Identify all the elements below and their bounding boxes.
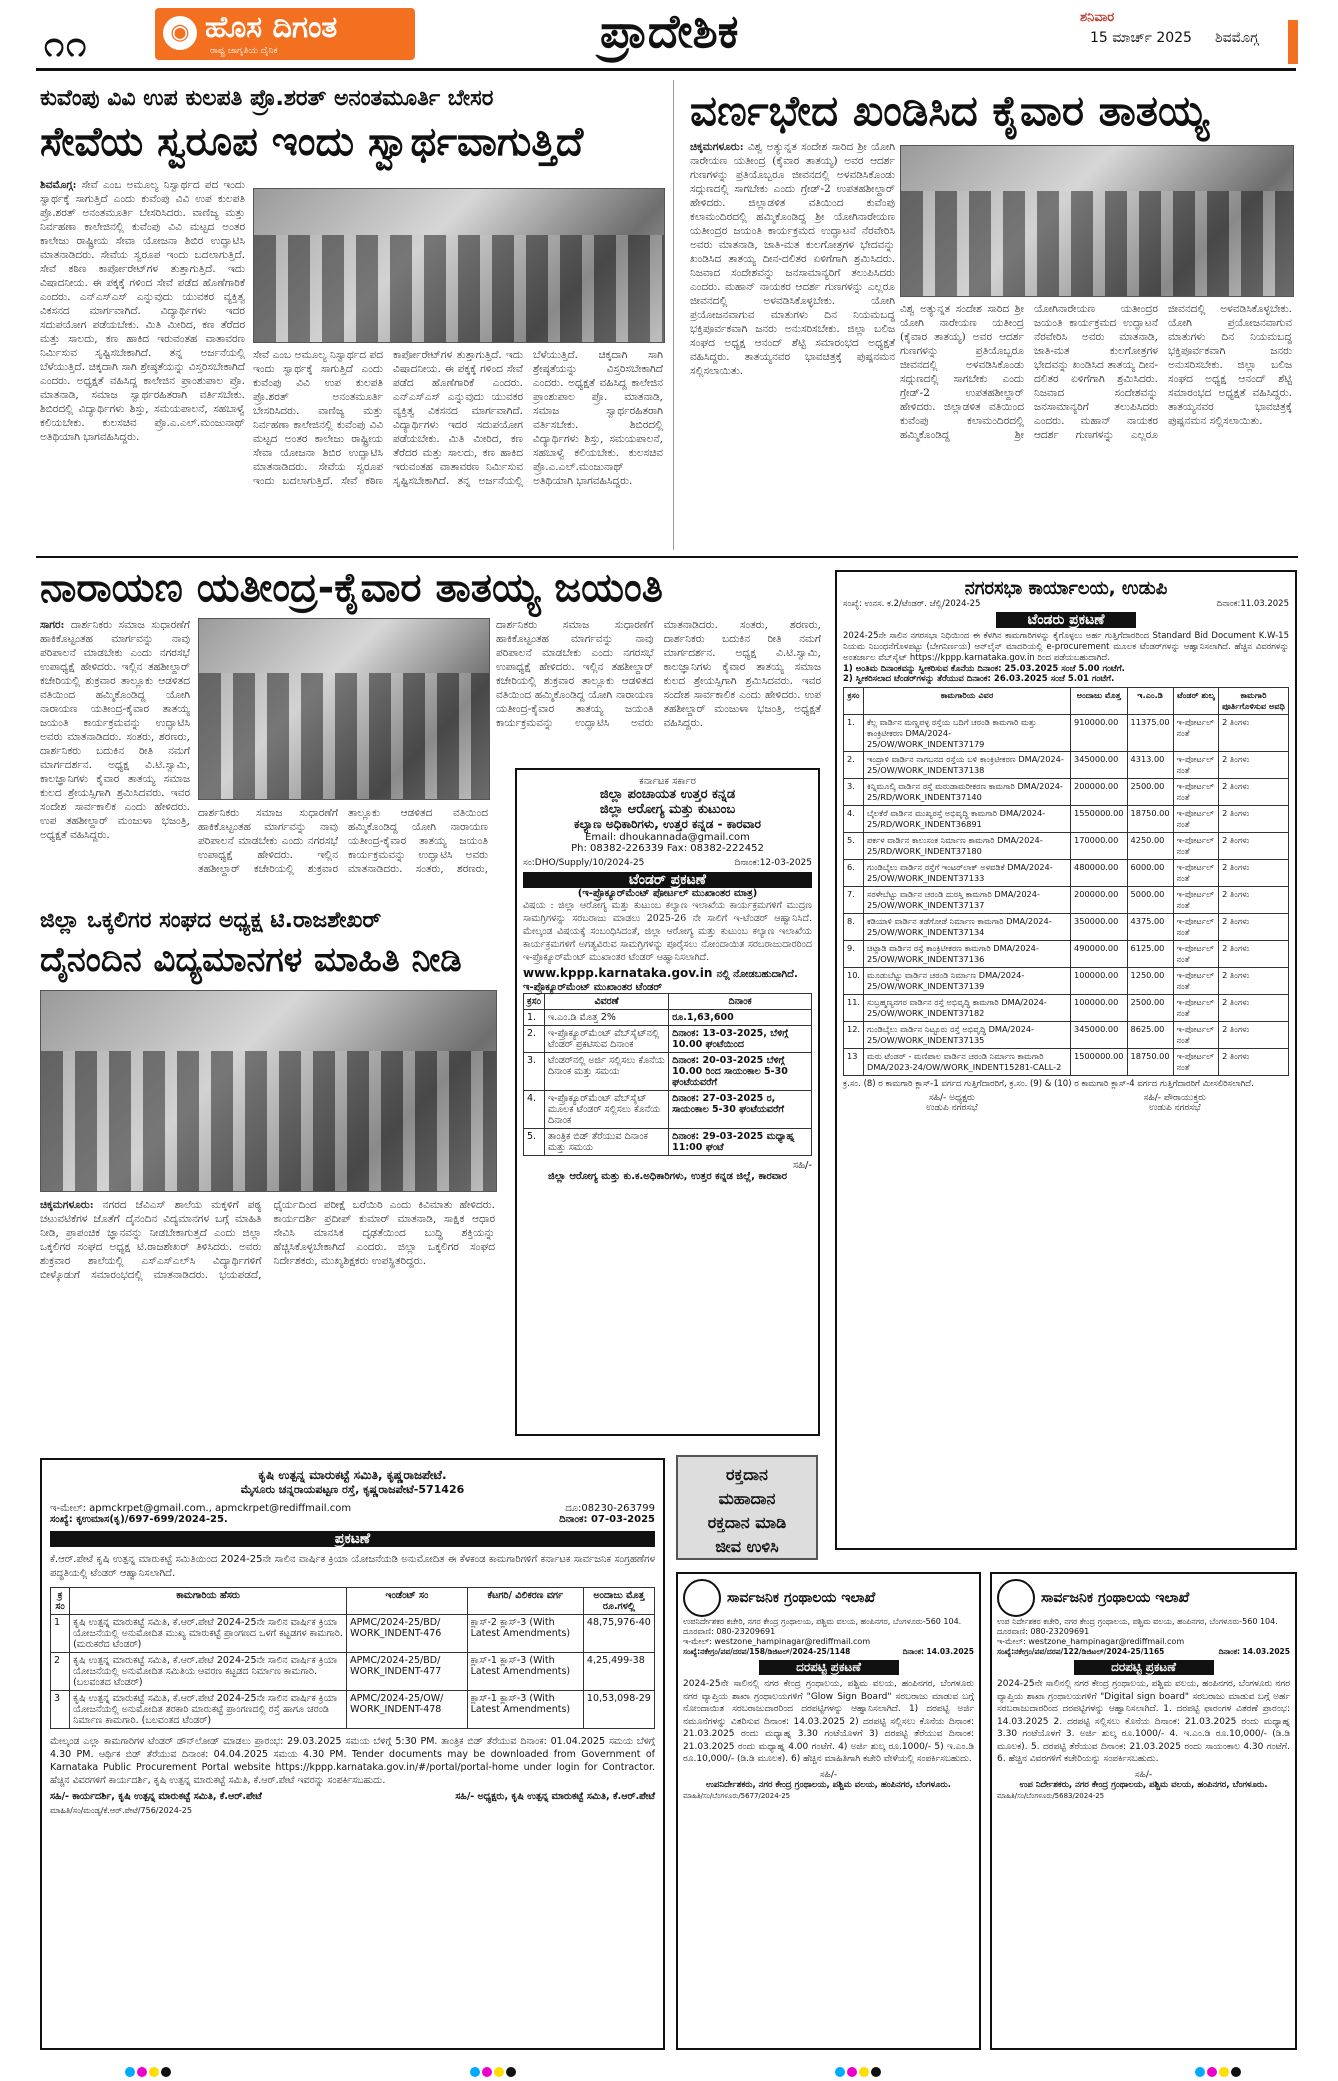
- article2-body-cont: ವಿಶ್ವ ಅತ್ಯುನ್ನತ ಸಂದೇಶ ಸಾರಿದ ಶ್ರೀ ಯೋಗಿ ನಾರೇಯಣ ಯತೀಂದ್ರ (ಕೈವಾರ ತಾತಯ್ಯ) ಅವರ ಆದರ್ಶ ಗುಣಗಳನ್ನು ಪ್ರತಿಯೊಬ್ಬರೂ ಜೀವನದಲ್ಲಿ ಅಳವಡಿಸಿಕೊಂಡು ಸದ್ಗುಣದಲ್ಲಿ ಸಾಗಬೇಕು ಎಂದು ಗ್ರೇಡ್-2 ಉಪತಹಶೀಲ್ದಾರ್ ಹೇಳಿದರು. ಜಿಲ್ಲಾಡಳಿತ ವತಿಯಿಂದ ಕುವೆಂಪು ಕಲಾಮಂದಿರದಲ್ಲಿ ಹಮ್ಮಿಕೊಂಡಿದ್ದ ಶ್ರೀ ಯೋಗಿನಾರೇಯಣ ಯತೀಂದ್ರರ ಜಯಂತಿ ಕಾರ್ಯಕ್ರಮದ ಉದ್ಘಾಟನೆ ನೆರವೇರಿಸಿ ಅವರು ಮಾತನಾಡಿ, ಜಾತಿ-ಮತ ಕುಲಗೋತ್ರಗಳ ಭೇದವನ್ನು ಖಂಡಿಸಿದ ತಾತಯ್ಯ ದೀನ-ದಲಿತರ ಏಳಿಗೆಗಾಗಿ ಶ್ರಮಿಸಿದರು. ನಿಜವಾದ ಸಂದೇಶವನ್ನು ಜನಸಾಮಾನ್ಯರಿಗೆ ತಲುಪಿಸಿದರು ಎಂದರು. ಮಹಾನ್ ನಾಯಕರ ಆದರ್ಶ ಗುಣಗಳನ್ನು ಎಲ್ಲರೂ ಜೀವನದಲ್ಲಿ ಅಳವಡಿಸಿಕೊಳ್ಳಬೇಕು. ಯೋಗಿ ಪ್ರಯೋಜನವಾಗುವ ಮಾತುಗಳು ದಿನ ನಿಯಮಬದ್ಧ ಭಕ್ತಿಪೂರ್ವಕವಾಗಿ ಜನರು ಅನುಸರಿಸಬೇಕು. ಜಿಲ್ಲಾ ಬಲಿಜ ಸಂಘದ ಅಧ್ಯಕ್ಷ ಆನಂದ್ ಶೆಟ್ಟಿ ಸಮಾರಂಭದ ಅಧ್ಯಕ್ಷತೆ ವಹಿಸಿದ್ದರು. ತಾತಯ್ಯನವರ ಭಾವಚಿತ್ರಕ್ಕೆ ಪುಷ್ಪನಮನ ಸಲ್ಲಿಸಲಾಯಿತು.: [900, 303, 1292, 441]
- library1-address: ಉಪನಿರ್ದೇಶಕರ ಕಚೇರಿ, ನಗರ ಕೇಂದ್ರ ಗ್ರಂಥಾಲಯ, ಪಶ್ಚಿಮ ವಲಯ, ಹಂಪಿನಗರ, ಬೆಂಗಳೂರು-560 104. ದೂರವಾಣಿ: 080-23209691: [683, 1617, 962, 1636]
- library1-email: ಇ-ಮೇಲ್: westzone_hampinagar@rediffmail.com: [683, 1637, 871, 1646]
- table-cell: 6.: [844, 860, 864, 887]
- table-cell: 5000.00: [1127, 887, 1173, 914]
- udupi-subtitle: ಟೆಂಡರು ಪ್ರಕಟಣೆ: [996, 612, 1136, 628]
- blood-line3: ರಕ್ತದಾನ ಮಾಡಿ: [707, 1513, 787, 1532]
- table-row: [844, 779, 1289, 806]
- apmc-th-amount: ಅಂದಾಜು ಮೊತ್ತ ರೂ.ಗಳಲ್ಲಿ: [583, 1588, 654, 1615]
- article2-text: ವಿಶ್ವ ಅತ್ಯುನ್ನತ ಸಂದೇಶ ಸಾರಿದ ಶ್ರೀ ಯೋಗಿ ನಾರೇಯಣ ಯತೀಂದ್ರ (ಕೈವಾರ ತಾತಯ್ಯ) ಅವರ ಆದರ್ಶ ಗುಣಗಳನ್ನು ಪ್ರತಿಯೊಬ್ಬರೂ ಜೀವನದಲ್ಲಿ ಅಳವಡಿಸಿಕೊಂಡು ಸದ್ಗುಣದಲ್ಲಿ ಸಾಗಬೇಕು ಎಂದು ಗ್ರೇಡ್-2 ಉಪತಹಶೀಲ್ದಾರ್ ಹೇಳಿದರು. ಜಿಲ್ಲಾಡಳಿತ ವತಿಯಿಂದ ಕುವೆಂಪು ಕಲಾಮಂದಿರದಲ್ಲಿ ಹಮ್ಮಿಕೊಂಡಿದ್ದ ಶ್ರೀ ಯೋಗಿನಾರೇಯಣ ಯತೀಂದ್ರರ ಜಯಂತಿ ಕಾರ್ಯಕ್ರಮದ ಉದ್ಘಾಟನೆ ನೆರವೇರಿಸಿ ಅವರು ಮಾತನಾಡಿ, ಜಾತಿ-ಮತ ಕುಲಗೋತ್ರಗಳ ಭೇದವನ್ನು ಖಂಡಿಸಿದ ತಾತಯ್ಯ ದೀನ-ದಲಿತರ ಏಳಿಗೆಗಾಗಿ ಶ್ರಮಿಸಿದರು. ನಿಜವಾದ ಸಂದೇಶವನ್ನು ಜನಸಾಮಾನ್ಯರಿಗೆ ತಲುಪಿಸಿದರು ಎಂದರು. ಮಹಾನ್ ನಾಯಕರ ಆದರ್ಶ ಗುಣಗಳನ್ನು ಎಲ್ಲರೂ ಜೀವನದಲ್ಲಿ ಅಳವಡಿಸಿಕೊಳ್ಳಬೇಕು. ಯೋಗಿ ಪ್ರಯೋಜನವಾಗುವ ಮಾತುಗಳು ದಿನ ನಿಯಮಬದ್ಧ ಭಕ್ತಿಪೂರ್ವಕವಾಗಿ ಜನರು ಅನುಸರಿಸಬೇಕು. ಜಿಲ್ಲಾ ಬಲಿಜ ಸಂಘದ ಅಧ್ಯಕ್ಷ ಆನಂದ್ ಶೆಟ್ಟಿ ಸಮಾರಂಭದ ಅಧ್ಯಕ್ಷತೆ ವಹಿಸಿದ್ದರು. ತಾತಯ್ಯನವರ ಭಾವಚಿತ್ರಕ್ಕೆ ಪುಷ್ಪನಮನ ಸಲ್ಲಿಸಲಾಯಿತು.: [690, 141, 895, 377]
- article1-body-cont: ಸೇವೆ ಎಂಬ ಅಮೂಲ್ಯ ನಿಸ್ವಾರ್ಥದ ಪದ ಇಂದು ಸ್ವಾರ್ಥಕ್ಕೆ ಸಾಗುತ್ತಿದೆ ಎಂದು ಕುವೆಂಪು ವಿವಿ ಉಪ ಕುಲಪತಿ ಪ್ರೊ.ಶರತ್ ಅನಂತಮೂರ್ತಿ ಬೇಸರಿಸಿದರು. ವಾಣಿಜ್ಯ ಮತ್ತು ನಿರ್ವಹಣಾ ಕಾಲೇಜಿನಲ್ಲಿ ಕುವೆಂಪು ವಿವಿ ಮಟ್ಟದ ಅಂತರ ಕಾಲೇಜು ರಾಷ್ಟ್ರೀಯ ಸೇವಾ ಯೋಜನಾ ಶಿಬಿರ ಉದ್ಘಾಟಿಸಿ ಮಾತನಾಡಿದರು. ಸೇವೆಯ ಸ್ವರೂಪ ಇಂದು ಬದಲಾಗುತ್ತಿದೆ. ಸೇವೆ ಕಠಿಣ ಕಾರ್ಪೋರೇಟ್‌ಗಳ ತುತ್ತಾಗುತ್ತಿದೆ. ಇದು ವಿಷಾದನೀಯ. ಈ ಪಕ್ಕಕ್ಕೆ ಗಳಿಂದ ಸೇವೆ ಪಡೆದ ಹೊಣೆಗಾರಿಕೆ ಎಂದರು. ಎನ್‌ಎಸ್‌ಎಸ್ ಎನ್ನುವುದು ಯುವಕರ ವ್ಯಕ್ತಿತ್ವ ವಿಕಸನದ ಮಾರ್ಗವಾಗಿದೆ. ವಿದ್ಯಾರ್ಥಿಗಳು ಇದರ ಸದುಪಯೋಗ ಪಡೆಯಬೇಕು. ಮಿತಿ ಮೀರಿದ, ಕಣ ತೆರೆದರ ಮತ್ತು ಸಾಲದು, ಕಣ ಹಾಕಿದ ಇರುವಂತಹ ವಾತಾವರಣ ನಿರ್ಮಿಸುವ ಸೃಷ್ಟಿಸಬೇಕಾಗಿದೆ. ತನ್ನ ಅರ್ಜನೆಯಲ್ಲಿ ಬೆಳೆಯುತ್ತಿದೆ. ಚಿಕ್ಕದಾಗಿ ಸಾಗಿ ಶ್ರೇಷ್ಠತೆಯನ್ನು ವಿಸ್ತರಿಸಬೇಕಾಗಿದೆ ಎಂದರು. ಅಧ್ಯಕ್ಷತೆ ವಹಿಸಿದ್ದ ಕಾಲೇಜಿನ ಪ್ರಾಂಶುಪಾಲ ಪ್ರೊ. ಮಾತನಾಡಿ, ಸಮಾಜ ಸ್ವಾರ್ಥರಹಿತರಾಗಿ ವರ್ತಿಸಬೇಕು. ಶಿಬಿರದಲ್ಲಿ ವಿದ್ಯಾರ್ಥಿಗಳು ಶಿಸ್ತು, ಸಮಯಪಾಲನೆ, ಸಹಬಾಳ್ವೆ ಕಲಿಯಬೇಕು. ಕುಲಸಚಿವ ಪ್ರೊ.ಎ.ಎಲ್.ಮಂಜುನಾಥ್ ಅತಿಥಿಯಾಗಿ ಭಾಗವಹಿಸಿದ್ದರು.: [253, 349, 663, 487]
- edition-stripe: [1288, 20, 1298, 64]
- cell: 5.: [524, 1129, 545, 1156]
- apmc-date: ದಿನಾಂಕ: 07-03-2025: [559, 1514, 655, 1525]
- table-cell: 2 ತಿಂಗಳು: [1219, 752, 1289, 779]
- table-cell: 200000.00: [1071, 887, 1128, 914]
- table-cell: 2 ತಿಂಗಳು: [1219, 860, 1289, 887]
- udupi-th-period: ಕಾಮಗಾರಿ ಪೂರ್ತಿಗೊಳಿಸುವ ಅವಧಿ: [1219, 688, 1289, 715]
- article4-kicker: ಜಿಲ್ಲಾ ಒಕ್ಕಲಿಗರ ಸಂಘದ ಅಧ್ಯಕ್ಷ ಟಿ.ರಾಜಶೇಖರ್: [40, 908, 382, 933]
- table-cell: 2 ತಿಂಗಳು: [1219, 715, 1289, 752]
- health-dept1: ಜಿಲ್ಲಾ ಪಂಚಾಯತ ಉತ್ತರ ಕನ್ನಡ: [599, 787, 736, 802]
- udupi-sign-left-sd: ಸಹಿ/- ಅಧ್ಯಕ್ಷರು: [929, 1093, 975, 1103]
- table-cell: ಇ-ಪೋರ್ಟಲ್ ನಂತೆ: [1173, 1022, 1218, 1049]
- udupi-title: ನಗರಸಭಾ ಕಾರ್ಯಾಲಯ, ಉಡುಪಿ: [964, 578, 1168, 599]
- library1-sign: ಉಪನಿರ್ದೇಶಕರು, ನಗರ ಕೇಂದ್ರ ಗ್ರಂಥಾಲಯ, ಪಶ್ಚಿಮ ವಲಯ, ಹಂಪಿನಗರ, ಬೆಂಗಳೂರು.: [706, 1779, 951, 1790]
- edition-city: ಶಿವಮೊಗ್ಗ: [1215, 30, 1259, 46]
- apmc-th-class: ಕೆಟಗರಿ/ ವಿಲಿಕರಣ ವರ್ಗ: [467, 1588, 583, 1615]
- library1-date: ದಿನಾಂಕ: 14.03.2025: [902, 1647, 974, 1656]
- library2-address: ಉಪ ನಿರ್ದೇಶಕರ ಕಚೇರಿ, ನಗರ ಕೇಂದ್ರ ಗ್ರಂಥಾಲಯ, ಪಶ್ಚಿಮ ವಲಯ, ಹಂಪಿನಗರ, ಬೆಂಗಳೂರು-560 104. ದೂರವಾಣಿ: 080-23209691: [997, 1617, 1278, 1636]
- library2-subtitle: ದರಪಟ್ಟಿ ಪ್ರಕಟಣೆ: [1074, 1660, 1214, 1675]
- apmc-sign-right: ಸಹಿ/- ಅಧ್ಯಕ್ಷರು, ಕೃಷಿ ಉತ್ಪನ್ನ ಮಾರುಕಟ್ಟೆ ಸಮಿತಿ, ಕೆ.ಆರ್.ಪೇಟೆ: [455, 1791, 655, 1802]
- table-cell: ಪರ್ಕಳ ವಾರ್ಡಿನ ಕಾಲುಸಂಕ ನಿರ್ಮಾಣ ಕಾಮಗಾರಿ DMA/2024-25/RD/WORK_INDENT37180: [864, 833, 1071, 860]
- article3-dateline: ಸಾಗರ:: [40, 619, 65, 631]
- table-cell: ಇ-ಪೋರ್ಟಲ್ ನಂತೆ: [1173, 941, 1218, 968]
- health-phone: Ph: 08382-226339 Fax: 08382-222452: [571, 843, 764, 854]
- udupi-sign-right: ಉಡುಪಿ ನಗರಸಭೆ: [1149, 1103, 1201, 1113]
- apmc-tender-box: [40, 1458, 665, 2050]
- article1-headline: ಸೇವೆಯ ಸ್ವರೂಪ ಇಂದು ಸ್ವಾರ್ಥವಾಗುತ್ತಿದೆ: [40, 119, 584, 165]
- udupi-intro: 2024-25ನೇ ಸಾಲಿನ ನಗರಸಭಾ ನಿಧಿಯಿಂದ ಈ ಕೆಳಗಿನ ಕಾಮಗಾರಿಗಳನ್ನು ಕೈಗೊಳ್ಳಲು ಅರ್ಹ ಗುತ್ತಿಗೆದಾರರಿಂದ Standard Bid Document K.W-15 ನಿಯಮ ನಿಬಂಧನೆಗೊಳಪಟ್ಟು (ಬೇಗನಿರ್ಣಯ) ಆನ್‌ಲೈನ್ ಮಾದರಿಯಲ್ಲಿ e-procurement ಮೂಲಕ ಟೆಂಡರ್‌ಗಳನ್ನು ಆಹ್ವಾನಿಸಲಾಗಿದೆ. ಹೆಚ್ಚಿನ ವಿವರಗಳನ್ನು ಅಂತರ್ಜಾಲ ವೆಬ್‌ಸೈಟ್ https://kppp.karnataka.gov.in ರಿಂದ ಪಡೆಯಬಹುದಾಗಿದೆ.: [843, 631, 1289, 663]
- table-row: [844, 968, 1289, 995]
- health-mode: ಇ-ಪ್ರೊಕ್ಯೂರ್‌ಮೆಂಟ್ ಮುಖಾಂತರ ಟೆಂಡರ್: [523, 982, 662, 993]
- health-date: ದಿನಾಂಕ:12-03-2025: [734, 858, 812, 868]
- health-title: ಟೆಂಡರ್ ಪ್ರಕಟಣೆ: [523, 872, 812, 888]
- udupi-footer: ಕ್ರ.ಸಂ. (8) ರ ಕಾಮಗಾರಿ ಕ್ಲಾಸ್-1 ವರ್ಗದ ಗುತ್ತಿಗೆದಾರರಿಗೆ, ಕ್ರ.ಸಂ. (9) & (10) ರ ಕಾಮಗಾರಿ ಕ್ಲಾಸ್-4 ವರ್ಗದ ಗುತ್ತಿಗೆದಾರರಿಗೆ ಮೀಸಲಿರಿಸಲಾಗಿದೆ.: [843, 1079, 1254, 1089]
- column-divider: [673, 80, 674, 550]
- issue-date: 15 ಮಾರ್ಚ್ 2025: [1090, 30, 1192, 46]
- health-subtitle: (ಇ-ಪ್ರೊಕ್ಯೂರ್‌ಮೆಂಟ್ ಪೋರ್ಟಲ್ ಮುಖಾಂತರ ಮಾತ್ರ): [577, 888, 758, 899]
- article3-text: ದಾರ್ಶನಿಕರು ಸಮಾಜ ಸುಧಾರಣೆಗೆ ಹಾಕಿಕೊಟ್ಟಂತಹ ಮಾರ್ಗವನ್ನು ನಾವು ಪರಿಪಾಲನೆ ಮಾಡಬೇಕು ಎಂದು ನಗರಸಭೆ ಉಪಾಧ್ಯಕ್ಷೆ ಹೇಳಿದರು. ಇಲ್ಲಿನ ತಹಶೀಲ್ದಾರ್ ಕಚೇರಿಯಲ್ಲಿ ಶುಕ್ರವಾರ ತಾಲ್ಲೂಕು ಆಡಳಿತದ ವತಿಯಿಂದ ಹಮ್ಮಿಕೊಂಡಿದ್ದ ಯೋಗಿ ನಾರಾಯಣ ಯತೀಂದ್ರ-ಕೈವಾರ ತಾತಯ್ಯ ಜಯಂತಿ ಕಾರ್ಯಕ್ರಮವನ್ನು ಉದ್ಘಾಟಿಸಿ ಅವರು ಮಾತನಾಡಿದರು. ಸಂತರು, ಶರಣರು, ದಾರ್ಶನಿಕರು ಬದುಕಿನ ರೀತಿ ನಮಗೆ ಮಾರ್ಗದರ್ಶನ. ಅಧ್ಯಕ್ಷ ವಿ.ಟಿ.ಸ್ವಾಮಿ, ಕಾಲಜ್ಞಾನಿಗಳು ಕೈವಾರ ತಾತಯ್ಯ ಸಮಾಜ ಕುಲದ ಶ್ರೇಯಸ್ಸಿಗಾಗಿ ಶ್ರಮಿಸಿದವರು. ಇವರ ಸಂದೇಶ ಸಾರ್ವಕಾಲಿಕ ಎಂದು ಹೇಳಿದರು. ಉಪ ತಹಶೀಲ್ದಾರ್ ಮಂಜುಳಾ ಭಜಂತ್ರಿ, ಅಧ್ಯಕ್ಷತೆ ವಹಿಸಿದ್ದರು.: [40, 619, 190, 841]
- article1-text: ಸೇವೆ ಎಂಬ ಅಮೂಲ್ಯ ನಿಸ್ವಾರ್ಥದ ಪದ ಇಂದು ಸ್ವಾರ್ಥಕ್ಕೆ ಸಾಗುತ್ತಿದೆ ಎಂದು ಕುವೆಂಪು ವಿವಿ ಉಪ ಕುಲಪತಿ ಪ್ರೊ.ಶರತ್ ಅನಂತಮೂರ್ತಿ ಬೇಸರಿಸಿದರು. ವಾಣಿಜ್ಯ ಮತ್ತು ನಿರ್ವಹಣಾ ಕಾಲೇಜಿನಲ್ಲಿ ಕುವೆಂಪು ವಿವಿ ಮಟ್ಟದ ಅಂತರ ಕಾಲೇಜು ರಾಷ್ಟ್ರೀಯ ಸೇವಾ ಯೋಜನಾ ಶಿಬಿರ ಉದ್ಘಾಟಿಸಿ ಮಾತನಾಡಿದರು. ಸೇವೆಯ ಸ್ವರೂಪ ಇಂದು ಬದಲಾಗುತ್ತಿದೆ. ಸೇವೆ ಕಠಿಣ ಕಾರ್ಪೋರೇಟ್‌ಗಳ ತುತ್ತಾಗುತ್ತಿದೆ. ಇದು ವಿಷಾದನೀಯ. ಈ ಪಕ್ಕಕ್ಕೆ ಗಳಿಂದ ಸೇವೆ ಪಡೆದ ಹೊಣೆಗಾರಿಕೆ ಎಂದರು. ಎನ್‌ಎಸ್‌ಎಸ್ ಎನ್ನುವುದು ಯುವಕರ ವ್ಯಕ್ತಿತ್ವ ವಿಕಸನದ ಮಾರ್ಗವಾಗಿದೆ. ವಿದ್ಯಾರ್ಥಿಗಳು ಇದರ ಸದುಪಯೋಗ ಪಡೆಯಬೇಕು. ಮಿತಿ ಮೀರಿದ, ಕಣ ತೆರೆದರ ಮತ್ತು ಸಾಲದು, ಕಣ ಹಾಕಿದ ಇರುವಂತಹ ವಾತಾವರಣ ನಿರ್ಮಿಸುವ ಸೃಷ್ಟಿಸಬೇಕಾಗಿದೆ. ತನ್ನ ಅರ್ಜನೆಯಲ್ಲಿ ಬೆಳೆಯುತ್ತಿದೆ. ಚಿಕ್ಕದಾಗಿ ಸಾಗಿ ಶ್ರೇಷ್ಠತೆಯನ್ನು ವಿಸ್ತರಿಸಬೇಕಾಗಿದೆ ಎಂದರು. ಅಧ್ಯಕ್ಷತೆ ವಹಿಸಿದ್ದ ಕಾಲೇಜಿನ ಪ್ರಾಂಶುಪಾಲ ಪ್ರೊ. ಮಾತನಾಡಿ, ಸಮಾಜ ಸ್ವಾರ್ಥರಹಿತರಾಗಿ ವರ್ತಿಸಬೇಕು. ಶಿಬಿರದಲ್ಲಿ ವಿದ್ಯಾರ್ಥಿಗಳು ಶಿಸ್ತು, ಸಮಯಪಾಲನೆ, ಸಹಬಾಳ್ವೆ ಕಲಿಯಬೇಕು. ಕುಲಸಚಿವ ಪ್ರೊ.ಎ.ಎಲ್.ಮಂಜುನಾಥ್ ಅತಿಥಿಯಾಗಿ ಭಾಗವಹಿಸಿದ್ದರು.: [40, 179, 245, 443]
- udupi-date: ದಿನಾಂಕ:11.03.2025: [1216, 599, 1289, 609]
- health-dept2: ಜಿಲ್ಲಾ ಆರೋಗ್ಯ ಮತ್ತು ಕುಟುಂಬ: [599, 802, 736, 817]
- table-cell: ಕ್ಲಾಸ್-1 ಕ್ಲಾಸ್-3 (With Latest Amendments): [467, 1691, 583, 1729]
- article3-body-cont: ದಾರ್ಶನಿಕರು ಸಮಾಜ ಸುಧಾರಣೆಗೆ ಹಾಕಿಕೊಟ್ಟಂತಹ ಮಾರ್ಗವನ್ನು ನಾವು ಪರಿಪಾಲನೆ ಮಾಡಬೇಕು ಎಂದು ನಗರಸಭೆ ಉಪಾಧ್ಯಕ್ಷೆ ಹೇಳಿದರು. ಇಲ್ಲಿನ ತಹಶೀಲ್ದಾರ್ ಕಚೇರಿಯಲ್ಲಿ ಶುಕ್ರವಾರ ತಾಲ್ಲೂಕು ಆಡಳಿತದ ವತಿಯಿಂದ ಹಮ್ಮಿಕೊಂಡಿದ್ದ ಯೋಗಿ ನಾರಾಯಣ ಯತೀಂದ್ರ-ಕೈವಾರ ತಾತಯ್ಯ ಜಯಂತಿ ಕಾರ್ಯಕ್ರಮವನ್ನು ಉದ್ಘಾಟಿಸಿ ಅವರು ಮಾತನಾಡಿದರು. ಸಂತರು, ಶರಣರು,: [198, 807, 488, 875]
- article4-dateline: ಚಿಕ್ಕಮಗಳೂರು:: [40, 1199, 94, 1211]
- table-cell: 2 ತಿಂಗಳು: [1219, 968, 1289, 995]
- registration-marks: [470, 2062, 518, 2072]
- table-row: [844, 715, 1289, 752]
- udupi-th-emd: ಇ.ಎಂ.ಡಿ: [1127, 688, 1173, 715]
- health-body: ವಿಷಯ : ಜಿಲ್ಲಾ ಆರೋಗ್ಯ ಮತ್ತು ಕುಟುಂಬ ಕಲ್ಯಾಣ ಇಲಾಖೆಯ ಕಾರ್ಯಕ್ರಮಗಳಿಗೆ ಮುದ್ರಣ ಸಾಮಗ್ರಿಗಳನ್ನು ಸರಬರಾಜು ಮಾಡಲು 2025-26 ನೇ ಸಾಲಿಗೆ ಇ-ಟೆಂಡರ್ ಆಹ್ವಾನಿಸಿದೆ. ಮೇಲ್ಕಂಡ ವಿಷಯಕ್ಕೆ ಸಂಬಂಧಿಸಿದಂತೆ, ಜಿಲ್ಲಾ ಆರೋಗ್ಯ ಮತ್ತು ಕುಟುಂಬ ಕಲ್ಯಾಣ ಇಲಾಖೆಯ ಕಾರ್ಯಕ್ರಮಗಳಿಗೆ ಅಗತ್ಯವಿರುವ ಸಾಮಗ್ರಿಗಳನ್ನು ಪೂರೈಸಲು ನೋಂದಾಯಿತ ಸರಬರಾಜುದಾರರಿಂದ ಇ-ಪ್ರೊಕ್ಯೂರ್‌ಮೆಂಟ್ ಮುಖಾಂತರ ಟೆಂಡರ್ ಆಹ್ವಾನಿಸಲಾಗಿದೆ.: [523, 900, 812, 963]
- table-cell: 350000.00: [1071, 914, 1128, 941]
- article4-text: ನಗರದ ಜೆವಿಎಸ್ ಶಾಲೆಯ ಮಕ್ಕಳಿಗೆ ಪಠ್ಯ ಚಟುವಟಿಕೆಗಳ ಜೊತೆಗೆ ದೈನಂದಿನ ವಿದ್ಯಮಾನಗಳ ಬಗ್ಗೆ ಮಾಹಿತಿ ನೀಡಿ, ಪ್ರಾಪಂಚಿಕ ಜ್ಞಾನವನ್ನು ನೀಡಬೇಕಾಗುತ್ತದೆ ಎಂದು ಜಿಲ್ಲಾ ಒಕ್ಕಲಿಗರ ಸಂಘದ ಅಧ್ಯಕ್ಷ ಟಿ.ರಾಜಶೇಖರ್ ತಿಳಿಸಿದರು. ಅವರು ಶುಕ್ರವಾರ ಶಾಲೆಯಲ್ಲಿ ಎಸ್‌ಎಸ್‌ಎಲ್‌ಸಿ ವಿದ್ಯಾರ್ಥಿಗಳಿಗೆ ಬೀಳ್ಕೊಡುಗೆ ಸಮಾರಂಭದಲ್ಲಿ ಮಾತನಾಡಿದರು. ಭಯಪಡದೆ, ಧೈರ್ಯದಿಂದ ಪರೀಕ್ಷೆ ಬರೆಯಿರಿ ಎಂದು ಕಿವಿಮಾತು ಹೇಳಿದರು. ಕಾರ್ಯದರ್ಶಿ ಪ್ರದೀಪ್ ಕುಮಾರ್ ಮಾತನಾಡಿ, ಸಾಕ್ಷಿಕ ಆಧಾರ ಸೇವಿಸಿ ಮಾನಸಿಕ ದೃಢತೆಯಿಂದ ಬುದ್ಧಿ ಶಕ್ತಿಯನ್ನು ಹೆಚ್ಚಿಸಿಕೊಳ್ಳಬೇಕಾಗಿದೆ ಎಂದರು. ಜಿಲ್ಲಾ ಒಕ್ಕಲಿಗರ ಸಂಘದ ನಿರ್ದೇಶಕರು, ಮುಖ್ಯಶಿಕ್ಷಕರು ಉಪಸ್ಥಿತರಿದ್ದರು.: [40, 1199, 495, 1281]
- library2-sign: ಉಪ ನಿರ್ದೇಶಕರು, ನಗರ ಕೇಂದ್ರ ಗ್ರಂಥಾಲಯ, ಪಶ್ಚಿಮ ವಲಯ, ಹಂಪಿನಗರ, ಬೆಂಗಳೂರು.: [1019, 1779, 1268, 1790]
- apmc-th-work: ಕಾಮಗಾರಿಯ ಹೆಸರು: [70, 1588, 347, 1615]
- article2-photo: [900, 145, 1294, 297]
- apmc-address: ಮೈಸೂರು ಚನ್ನರಾಯಪಟ್ಟಣ ರಸ್ತೆ, ಕೃಷ್ಣರಾಜಪೇಟೆ-571426: [240, 1483, 465, 1496]
- health-sign: ಜಿಲ್ಲಾ ಆರೋಗ್ಯ ಮತ್ತು ಕು.ಕ.ಅಧಿಕಾರಿಗಳು, ಉತ್ತರ ಕನ್ನಡ ಜಿಲ್ಲೆ, ಕಾರವಾರ: [547, 1171, 788, 1182]
- library1-ref: ಸಂಖ್ಯೆ:ನಕೇಗ್ರಂ/ಪವ/ದರಪ/158/ಡಿಜಿಟಲ್/2024-25/1148: [683, 1647, 851, 1656]
- article1-dateline: ಶಿವಮೊಗ್ಗ:: [40, 179, 77, 191]
- issue-day: ಶನಿವಾರ: [1080, 10, 1115, 25]
- row-divider: [36, 556, 1298, 558]
- table-row: [51, 1615, 655, 1653]
- table-cell: ಮೂಡುಬೆಟ್ಟು ವಾರ್ಡಿನ ಚರಂಡಿ ನಿರ್ಮಾಣ DMA/2024-25/OW/WORK_INDENT37139: [864, 968, 1071, 995]
- article3-body: [40, 618, 190, 888]
- blood-donation-notice: [676, 1455, 818, 1560]
- article4-body: [40, 1198, 495, 1428]
- table-row: [844, 860, 1289, 887]
- table-cell: 48,75,976-40: [583, 1615, 654, 1653]
- newspaper-logo: [155, 8, 415, 60]
- article1-body: [40, 178, 245, 538]
- apmc-table: [50, 1587, 655, 1729]
- table-cell: 18750.00: [1127, 806, 1173, 833]
- health-th-no: ಕ್ರಸಂ: [524, 994, 545, 1010]
- library2-date: ದಿನಾಂಕ: 14.03.2025: [1218, 1647, 1290, 1656]
- table-cell: 2500.00: [1127, 995, 1173, 1022]
- table-cell: 2500.00: [1127, 779, 1173, 806]
- article4-headline: ದೈನಂದಿನ ವಿದ್ಯಮಾನಗಳ ಮಾಹಿತಿ ನೀಡಿ: [40, 940, 462, 980]
- udupi-th-no: ಕ್ರಸಂ: [844, 688, 864, 715]
- apmc-title: ಪ್ರಕಟಣೆ: [50, 1531, 655, 1547]
- table-cell: APMC/2024-25/BD/ WORK_INDENT-476: [347, 1615, 468, 1653]
- table-cell: 10.: [844, 968, 864, 995]
- article3-headline: ನಾರಾಯಣ ಯತೀಂದ್ರ-ಕೈವಾರ ತಾತಯ್ಯ ಜಯಂತಿ: [40, 565, 663, 611]
- cell: 3.: [524, 1053, 545, 1091]
- table-row: [844, 1022, 1289, 1049]
- table-cell: ಕೃಷಿ ಉತ್ಪನ್ನ ಮಾರುಕಟ್ಟೆ ಸಮಿತಿ, ಕೆ.ಆರ್.ಪೇಟೆ 2024-25ನೇ ಸಾಲಿನ ವಾರ್ಷಿಕ ಕ್ರಿಯಾ ಯೋಜನೆಯಲ್ಲಿ ಅನುಮೋದಿತ ಮುಖ್ಯ ಮಾರುಕಟ್ಟೆ ಪ್ರಾಂಗಣದ ಒಳಗೆ ಕಟ್ಟಡಗಳ ಕಾಮಗಾರಿ. (ಮರುಕರೆದ ಟೆಂಡರ್): [70, 1615, 347, 1653]
- table-cell: 11375.00: [1127, 715, 1173, 752]
- table-cell: 2 ತಿಂಗಳು: [1219, 887, 1289, 914]
- apmc-ref: ಸಂಖ್ಯೆ: ಕೃಉಮಾಸ(ಕೃ)/697-699/2024-25.: [50, 1514, 228, 1525]
- udupi-table: [843, 687, 1289, 1076]
- table-row: [524, 1129, 812, 1156]
- table-cell: ಗುಂಡಿಬೈಲು ವಾರ್ಡಿನ ನಿಟ್ಟೂರು ರಸ್ತೆ ಅಭಿವೃದ್ಧಿ DMA/2024-25/OW/WORK_INDENT37135: [864, 1022, 1071, 1049]
- table-cell: 2 ತಿಂಗಳು: [1219, 1049, 1289, 1076]
- library1-box: [676, 1572, 981, 2050]
- table-cell: ಕಿನ್ನಿಮೂಲ್ಕಿ ವಾರ್ಡಿನ ರಸ್ತೆ ಮರುಡಾಮರೀಕರಣ ಕಾಮಗಾರಿ DMA/2024-25/RD/WORK_INDENT37140: [864, 779, 1071, 806]
- cell: ತಾಂತ್ರಿಕ ಬಿಡ್ ತೆರೆಯುವ ದಿನಾಂಕ ಮತ್ತು ಸಮಯ: [544, 1129, 668, 1156]
- table-cell: ಇ-ಪೋರ್ಟಲ್ ನಂತೆ: [1173, 1049, 1218, 1076]
- apmc-intro: ಕೆ.ಆರ್.ಪೇಟೆ ಕೃಷಿ ಉತ್ಪನ್ನ ಮಾರುಕಟ್ಟೆ ಸಮಿತಿಯಿಂದ 2024-25ನೇ ಸಾಲಿನ ವಾರ್ಷಿಕ ಕ್ರಿಯಾ ಯೋಜನೆಯಡಿ ಅನುಮೋದಿತ ಈ ಕೆಳಕಂಡ ಕಾಮಗಾರಿಗಳಿಗೆ ಕರ್ನಾಟಕ ಸಾರ್ವಜನಿಕ ಸಂಗ್ರಹಣೆಗಳ ಪದ್ಧತಿಯಲ್ಲಿ ಟೆಂಡರ್ ಆಹ್ವಾನಿಸಲಾಗಿದೆ.: [50, 1554, 655, 1579]
- table-cell: 2 ತಿಂಗಳು: [1219, 995, 1289, 1022]
- table-cell: ಕೆಲ್ಲ ವಾರ್ಡಿನ ಮಣ್ಣಪಳ್ಳ ರಸ್ತೆಯ ಬದಿಗೆ ಚರಂಡಿ ಕಾಮಗಾರಿ ಮತ್ತು ಕಾಂಕ್ರಿಟೀಕರಣ DMA/2024-25/OW/WORK_INDENT37179: [864, 715, 1071, 752]
- table-row: [524, 1026, 812, 1053]
- article2-headline: ವರ್ಣಭೇದ ಖಂಡಿಸಿದ ಕೈವಾರ ತಾತಯ್ಯ: [690, 86, 1209, 135]
- table-cell: 2 ತಿಂಗಳು: [1219, 1022, 1289, 1049]
- library2-title: ಸಾರ್ವಜನಿಕ ಗ್ರಂಥಾಲಯ ಇಲಾಖೆ: [1041, 1590, 1190, 1606]
- table-cell: 100000.00: [1071, 995, 1128, 1022]
- section-title: ಪ್ರಾದೇಶಿಕ: [600, 4, 739, 58]
- article2-dateline: ಚಿಕ್ಕಮಗಳೂರು:: [690, 141, 744, 153]
- table-cell: 3.: [844, 779, 864, 806]
- table-cell: 2 ತಿಂಗಳು: [1219, 806, 1289, 833]
- cell: ದಿನಾಂಕ: 29-03-2025 ಮಧ್ಯಾಹ್ನ 11:00 ಘಂಟೆ: [669, 1129, 812, 1156]
- logo-name: ಹೊಸ ದಿಗಂತ: [205, 10, 338, 45]
- cell: ಟೆಂಡರ್‌ನಲ್ಲಿ ಅರ್ಜಿ ಸಲ್ಲಿಸಲು ಕೊನೆಯ ದಿನಾಂಕ ಮತ್ತು ಸಮಯ: [544, 1053, 668, 1091]
- udupi-th-work: ಕಾಮಗಾರಿಯ ವಿವರ: [864, 688, 1071, 715]
- table-cell: ಇ-ಪೋರ್ಟಲ್ ನಂತೆ: [1173, 833, 1218, 860]
- apmc-th-no: ಕ್ರ ಸಂ: [51, 1588, 70, 1615]
- library1-sign-sd: ಸಹಿ/-: [819, 1769, 838, 1780]
- table-cell: ಇಂದ್ರಾಳಿ ವಾರ್ಡಿನ ನಾಗಬನದ ರಸ್ತೆಯ ಬಳಿ ಕಾಂಕ್ರಿಟೀಕರಣ DMA/2024-25/OW/WORK_INDENT37138: [864, 752, 1071, 779]
- table-cell: APMC/2024-25/BD/ WORK_INDENT-477: [347, 1653, 468, 1691]
- table-cell: ಕಡಿಯಾಳಿ ವಾರ್ಡಿನ ತಡೆಗೋಡೆ ನಿರ್ಮಾಣ ಕಾಮಗಾರಿ DMA/2024-25/OW/WORK_INDENT37134: [864, 914, 1071, 941]
- apmc-email: ಇ-ಮೇಲ್: apmckrpet@gmail.com., apmckrpet@rediffmail.com: [50, 1503, 352, 1514]
- table-cell: ಚಿಟ್ಪಾಡಿ ವಾರ್ಡಿನ ರಸ್ತೆ ಕಾಂಕ್ರಿಟೀಕರಣ ಕಾಮಗಾರಿ DMA/2024-25/OW/WORK_INDENT37136: [864, 941, 1071, 968]
- table-cell: 4375.00: [1127, 914, 1173, 941]
- table-cell: 2 ತಿಂಗಳು: [1219, 941, 1289, 968]
- table-cell: ಇ-ಪೋರ್ಟಲ್ ನಂತೆ: [1173, 860, 1218, 887]
- emblem-icon: [997, 1579, 1035, 1617]
- cell: ಇ-ಪ್ರೊಕ್ಯೂರ್‌ಮೆಂಟ್ ವೆಬ್‌ಸೈಟ್ ಮೂಲಕ ಟೆಂಡರ್ ಸಲ್ಲಿಸಲು ಕೊನೆಯ ದಿನಾಂಕ: [544, 1091, 668, 1129]
- table-row: [844, 752, 1289, 779]
- library1-code: ಮಾಹಿತಿ/ಸಂ/ಬೆಂಗಳೂರು/5677/2024-25: [683, 1791, 791, 1800]
- cell: ದಿನಾಂಕ: 20-03-2025 ಬೆಳಿಗ್ಗೆ 10.00 ರಿಂದ ಸಾಯಂಕಾಲ 5-30 ಘಂಟೆಯವರೆಗೆ: [669, 1053, 812, 1091]
- table-cell: 4250.00: [1127, 833, 1173, 860]
- health-portal-link[interactable]: www.kppp.karnataka.gov.in: [523, 966, 713, 980]
- lamp-icon: ◉: [163, 16, 197, 50]
- table-cell: 100000.00: [1071, 968, 1128, 995]
- table-cell: ಇ-ಪೋರ್ಟಲ್ ನಂತೆ: [1173, 968, 1218, 995]
- library2-email: ಇ-ಮೇಲ್: westzone_hampinagar@rediffmail.com: [997, 1637, 1185, 1646]
- health-dept3: ಕಲ್ಯಾಣ ಅಧಿಕಾರಿಗಳು, ಉತ್ತರ ಕನ್ನಡ - ಕಾರವಾರ: [574, 817, 761, 831]
- health-table: [523, 993, 812, 1156]
- health-email: Email: dhoukannada@gmail.com: [585, 832, 750, 843]
- table-cell: 7.: [844, 887, 864, 914]
- library2-sign-sd: ಸಹಿ/-: [1134, 1769, 1153, 1780]
- table-cell: 2: [51, 1653, 70, 1691]
- table-cell: ಸುಬ್ರಹ್ಮಣ್ಯನಗರ ವಾರ್ಡಿನ ರಸ್ತೆ ಅಭಿವೃದ್ಧಿ ಕಾಮಗಾರಿ DMA/2024-25/OW/WORK_INDENT37182: [864, 995, 1071, 1022]
- table-cell: ಬೈಲಕೆರೆ ವಾರ್ಡಿನ ಮುಖ್ಯರಸ್ತೆ ಅಭಿವೃದ್ಧಿ ಕಾಮಗಾರಿ DMA/2024-25/RD/WORK_INDENT36891: [864, 806, 1071, 833]
- table-cell: ಮರು ಟೆಂಡರ್ - ಮಣಿಪಾಲ ವಾರ್ಡಿನ ಚರಂಡಿ ನಿರ್ಮಾಣ ಕಾಮಗಾರಿ DMA/2023-24/OW/WORK_INDENT15281-CALL-2: [864, 1049, 1071, 1076]
- health-th-desc: ವಿವರಣೆ: [544, 994, 668, 1010]
- cell: 1.: [524, 1010, 545, 1026]
- table-cell: 490000.00: [1071, 941, 1128, 968]
- table-cell: 345000.00: [1071, 752, 1128, 779]
- health-tender-box: [515, 768, 820, 1436]
- table-cell: 6125.00: [1127, 941, 1173, 968]
- table-row: [524, 1053, 812, 1091]
- table-row: [51, 1691, 655, 1729]
- table-cell: 2 ತಿಂಗಳು: [1219, 779, 1289, 806]
- table-cell: 2 ತಿಂಗಳು: [1219, 914, 1289, 941]
- table-cell: 4.: [844, 806, 864, 833]
- table-cell: 345000.00: [1071, 1022, 1128, 1049]
- article3-body-side: ದಾರ್ಶನಿಕರು ಸಮಾಜ ಸುಧಾರಣೆಗೆ ಹಾಕಿಕೊಟ್ಟಂತಹ ಮಾರ್ಗವನ್ನು ನಾವು ಪರಿಪಾಲನೆ ಮಾಡಬೇಕು ಎಂದು ನಗರಸಭೆ ಉಪಾಧ್ಯಕ್ಷೆ ಹೇಳಿದರು. ಇಲ್ಲಿನ ತಹಶೀಲ್ದಾರ್ ಕಚೇರಿಯಲ್ಲಿ ಶುಕ್ರವಾರ ತಾಲ್ಲೂಕು ಆಡಳಿತದ ವತಿಯಿಂದ ಹಮ್ಮಿಕೊಂಡಿದ್ದ ಯೋಗಿ ನಾರಾಯಣ ಯತೀಂದ್ರ-ಕೈವಾರ ತಾತಯ್ಯ ಜಯಂತಿ ಕಾರ್ಯಕ್ರಮವನ್ನು ಉದ್ಘಾಟಿಸಿ ಅವರು ಮಾತನಾಡಿದರು. ಸಂತರು, ಶರಣರು, ದಾರ್ಶನಿಕರು ಬದುಕಿನ ರೀತಿ ನಮಗೆ ಮಾರ್ಗದರ್ಶನ. ಅಧ್ಯಕ್ಷ ವಿ.ಟಿ.ಸ್ವಾಮಿ, ಕಾಲಜ್ಞಾನಿಗಳು ಕೈವಾರ ತಾತಯ್ಯ ಸಮಾಜ ಕುಲದ ಶ್ರೇಯಸ್ಸಿಗಾಗಿ ಶ್ರಮಿಸಿದವರು. ಇವರ ಸಂದೇಶ ಸಾರ್ವಕಾಲಿಕ ಎಂದು ಹೇಳಿದರು. ಉಪ ತಹಶೀಲ್ದಾರ್ ಮಂಜುಳಾ ಭಜಂತ್ರಿ, ಅಧ್ಯಕ್ಷತೆ ವಹಿಸಿದ್ದರು.: [496, 619, 821, 729]
- table-row: [844, 887, 1289, 914]
- table-cell: 1250.00: [1127, 968, 1173, 995]
- table-cell: 10,53,098-29: [583, 1691, 654, 1729]
- health-gov-line: ಕರ್ನಾಟಕ ಸರ್ಕಾರ: [639, 776, 696, 787]
- table-cell: 4,25,499-38: [583, 1653, 654, 1691]
- table-cell: 8625.00: [1127, 1022, 1173, 1049]
- library2-ref: ಸಂಖ್ಯೆ:ನಕೇಗ್ರಂ/ಪವ/ದರಪ/122/ಡಿಜಿಟಲ್/2024-25/1165: [997, 1647, 1165, 1656]
- registration-marks: [1195, 2062, 1243, 2072]
- table-cell: 480000.00: [1071, 860, 1128, 887]
- cell: ದಿನಾಂಕ: 13-03-2025, ಬೆಳಿಗ್ಗೆ 10.00 ಘಂಟೆಯಿಂದ: [669, 1026, 812, 1053]
- udupi-sign-right-sd: ಸಹಿ/- ಪೌರಾಯುಕ್ತರು: [1143, 1093, 1206, 1103]
- table-row: [844, 806, 1289, 833]
- table-cell: ಕ್ಲಾಸ್-1 ಕ್ಲಾಸ್-3 (With Latest Amendments): [467, 1653, 583, 1691]
- apmc-org: ಕೃಷಿ ಉತ್ಪನ್ನ ಮಾರುಕಟ್ಟೆ ಸಮಿತಿ, ಕೃಷ್ಣರಾಜಪೇಟೆ.: [258, 1468, 447, 1482]
- table-cell: ಇ-ಪೋರ್ಟಲ್ ನಂತೆ: [1173, 779, 1218, 806]
- table-cell: 200000.00: [1071, 779, 1128, 806]
- table-cell: 12.: [844, 1022, 864, 1049]
- logo-tagline: ರಾಷ್ಟ್ರ ಜಾಗೃತಿಯ ದೈನಿಕ: [210, 46, 278, 56]
- blood-line4: ಜೀವ ಉಳಿಸಿ: [715, 1537, 779, 1556]
- table-cell: ಕೃಷಿ ಉತ್ಪನ್ನ ಮಾರುಕಟ್ಟೆ ಸಮಿತಿ, ಕೆ.ಆರ್.ಪೇಟೆ 2024-25ನೇ ಸಾಲಿನ ವಾರ್ಷಿಕ ಕ್ರಿಯಾ ಯೋಜನೆಯಲ್ಲಿ ಅನುಮೋದಿತ ಸಮಿತಿಯ ಆವರಣ ಕಟ್ಟಡದ ನಿರ್ಮಾಣ ಕಾಮಗಾರಿ. (ಬಲವಂತದ ಟೆಂಡರ್): [70, 1653, 347, 1691]
- apmc-th-indent: ಇಂಡೆಂಟ್ ಸಂ: [347, 1588, 468, 1615]
- udupi-line2: 2) ಸ್ವೀಕರಿಸಲಾದ ಟೆಂಡರ್‌ಗಳನ್ನು ತೆರೆಯುವ ದಿನಾಂಕ: 26.03.2025 ಸಂಜೆ 5.01 ಗಂಟೆಗೆ.: [843, 674, 1115, 684]
- health-sign-sd: ಸಹಿ/-: [792, 1160, 812, 1171]
- article1-kicker: ಕುವೆಂಪು ವಿವಿ ಉಪ ಕುಲಪತಿ ಪ್ರೊ.ಶರತ್ ಅನಂತಮೂರ್ತಿ ಬೇಸರ: [40, 86, 494, 111]
- apmc-footer: ಮೇಲ್ಕಂಡ ಎಲ್ಲಾ ಕಾಮಗಾರಿಗಳ ಟೆಂಡರ್ ಡೌನ್‌ಲೋಡ್ ಮಾಡಲು ಪ್ರಾರಂಭ: 29.03.2025 ಸಮಯ ಬೆಳಿಗ್ಗೆ 5:30 PM. ತಾಂತ್ರಿಕ ಬಿಡ್ ತೆರೆಯುವ ದಿನಾಂಕ: 01.04.2025 ಸಮಯ ಬೆಳಿಗ್ಗೆ 4.30 PM. ಆರ್ಥಿಕ ಬಿಡ್ ತೆರೆಯುವ ದಿನಾಂಕ: 04.04.2025 ಸಮಯ 4.30 PM. Tender documents may be downloaded from Government of Karnataka Public Procurement Portal website https://kppp.karnataka.gov.in/#/portal/portal-home under login for Contractor. ಹೆಚ್ಚಿನ ವಿವರಗಳಿಗೆ ಕಾರ್ಯದರ್ಶಿ, ಕೃಷಿ ಉತ್ಪನ್ನ ಮಾರುಕಟ್ಟೆ ಸಮಿತಿ, ಕೆ.ಆರ್.ಪೇಟೆ ಇವರನ್ನು ಸಂಪರ್ಕಿಸಬಹುದು.: [50, 1736, 655, 1786]
- table-cell: 1: [51, 1615, 70, 1653]
- table-row: [844, 1049, 1289, 1076]
- table-cell: ಇ-ಪೋರ್ಟಲ್ ನಂತೆ: [1173, 806, 1218, 833]
- table-row: [844, 995, 1289, 1022]
- table-cell: APMC/2024-25/OW/ WORK_INDENT-478: [347, 1691, 468, 1729]
- table-cell: 9.: [844, 941, 864, 968]
- table-row: [51, 1653, 655, 1691]
- article1-photo: [253, 188, 665, 343]
- table-cell: ಇ-ಪೋರ್ಟಲ್ ನಂತೆ: [1173, 995, 1218, 1022]
- table-cell: 8.: [844, 914, 864, 941]
- udupi-th-fee: ಟೆಂಡರ್ ಶುಲ್ಕ: [1173, 688, 1218, 715]
- cell: ರೂ.1,63,600: [669, 1010, 812, 1026]
- table-cell: 1.: [844, 715, 864, 752]
- table-cell: 1500000.00: [1071, 1049, 1128, 1076]
- article3-photo: [198, 618, 490, 800]
- table-cell: 5.: [844, 833, 864, 860]
- health-th-date: ದಿನಾಂಕ: [669, 994, 812, 1010]
- udupi-tender-box: [835, 570, 1297, 1550]
- blood-line1: ರಕ್ತದಾನ: [726, 1465, 768, 1484]
- table-cell: 2 ತಿಂಗಳು: [1219, 833, 1289, 860]
- apmc-code: ಮಾಹಿತಿ/ಸಂ/ಮಂಡ್ಯ/ಕೆ.ಆರ್.ಪೇಟೆ/756/2024-25: [50, 1806, 192, 1815]
- table-cell: 18750.00: [1127, 1049, 1173, 1076]
- table-row: [844, 941, 1289, 968]
- library2-code: ಮಾಹಿತಿ/ಸಂ/ಬೆಂಗಳೂರು/5683/2024-25: [997, 1791, 1105, 1800]
- library1-body: 2024-25ನೇ ಸಾಲಿನಲ್ಲಿ ನಗರ ಕೇಂದ್ರ ಗ್ರಂಥಾಲಯ, ಪಶ್ಚಿಮ ವಲಯ, ಹಂಪಿನಗರ, ಬೆಂಗಳೂರು ನಗರ ವ್ಯಾಪ್ತಿಯ ಶಾಖಾ ಗ್ರಂಥಾಲಯಗಳಿಗೆ "Glow Sign Board" ಸರಬರಾಜು ಮಾಡುವ ಬಗ್ಗೆ ನೋಂದಾಯಿತ ಸರಬರಾಜುದಾರರಿಂದ ದರಪಟ್ಟಿಗಳನ್ನು ಆಹ್ವಾನಿಸಲಾಗಿದೆ. 1) ದರಪಟ್ಟಿ ಅರ್ಜಿ ನಮೂನೆಗಳನ್ನು ವಿತರಿಸುವ ದಿನಾಂಕ: 14.03.2025 2) ದರಪಟ್ಟಿ ಸಲ್ಲಿಸಲು ಕೊನೆಯ ದಿನಾಂಕ: 21.03.2025 ರಂದು ಮಧ್ಯಾಹ್ನ 3.30 ಗಂಟೆಯೊಳಗೆ 3) ದರಪಟ್ಟಿ ತೆರೆಯುವ ದಿನಾಂಕ: 21.03.2025 ರಂದು ಮಧ್ಯಾಹ್ನ 4.00 ಗಂಟೆಗೆ. 4) ಅರ್ಜಿ ಶುಲ್ಕ ರೂ.1000/- 5) ಇ.ಎಂ.ಡಿ ರೂ.10,000/- (ಡಿ.ಡಿ ಮೂಲಕ). 6) ಹೆಚ್ಚಿನ ಮಾಹಿತಿಗಾಗಿ ಕಚೇರಿ ವೇಳೆಯಲ್ಲಿ ಸಂಪರ್ಕಿಸಬಹುದು.: [683, 1679, 974, 1764]
- table-cell: 3: [51, 1691, 70, 1729]
- library2-box: [990, 1572, 1297, 2050]
- table-row: [524, 1010, 812, 1026]
- article2-body: [690, 140, 895, 545]
- article4-photo: [40, 990, 497, 1192]
- cell: 2.: [524, 1026, 545, 1053]
- table-cell: ಇ-ಪೋರ್ಟಲ್ ನಂತೆ: [1173, 752, 1218, 779]
- blood-line2: ಮಹಾದಾನ: [718, 1489, 776, 1508]
- library1-title: ಸಾರ್ವಜನಿಕ ಗ್ರಂಥಾಲಯ ಇಲಾಖೆ: [727, 1590, 876, 1606]
- table-cell: 1550000.00: [1071, 806, 1128, 833]
- table-row: [844, 914, 1289, 941]
- apmc-phone: ದೂ:08230-263799: [565, 1503, 655, 1514]
- table-cell: ಕ್ಲಾಸ್-2 ಕ್ಲಾಸ್-3 (With Latest Amendments): [467, 1615, 583, 1653]
- table-cell: 6000.00: [1127, 860, 1173, 887]
- table-row: [524, 1091, 812, 1129]
- cell: ಇ.ಎಂ.ಡಿ ಮೊತ್ತ 2%: [544, 1010, 668, 1026]
- udupi-ref: ಸಂಖ್ಯೆ: ಉನಸ. ಕ.2/ಟೆಂಡರ್. ಜೆಲ್ಲಿ/2024-25: [843, 599, 981, 609]
- cell: ದಿನಾಂಕ: 27-03-2025 ರ, ಸಾಯಂಕಾಲ 5-30 ಘಂಟೆಯವರೆಗೆ: [669, 1091, 812, 1129]
- library2-body: 2024-25ನೇ ಸಾಲಿನಲ್ಲಿ ನಗರ ಕೇಂದ್ರ ಗ್ರಂಥಾಲಯ, ಪಶ್ಚಿಮ ವಲಯ, ಹಂಪಿನಗರ, ಬೆಂಗಳೂರು ನಗರ ವ್ಯಾಪ್ತಿಯ ಶಾಖಾ ಗ್ರಂಥಾಲಯಗಳಿಗೆ "Digital sign board" ಸರಬರಾಜು ಮಾಡುವ ಬಗ್ಗೆ ಅರ್ಹ ಸರಬರಾಜುದಾರರಿಂದ ದರಪಟ್ಟಿಗಳನ್ನು ಆಹ್ವಾನಿಸಲಾಗಿದೆ. 1. ದರಪಟ್ಟಿ ಫಾರಂಗಳ ವಿತರಣೆ ಪ್ರಾರಂಭ: 14.03.2025 2. ದರಪಟ್ಟಿ ಸಲ್ಲಿಸಲು ಕೊನೆಯ ದಿನಾಂಕ: 21.03.2025 ರಂದು ಮಧ್ಯಾಹ್ನ 3.30 ಗಂಟೆಯೊಳಗೆ 3. ಅರ್ಜಿ ಶುಲ್ಕ ರೂ.1000/- 4. ಇ.ಎಂ.ಡಿ ರೂ.10,000/- (ಡಿ.ಡಿ ಮೂಲಕ). 5. ದರಪಟ್ಟಿ ತೆರೆಯುವ ದಿನಾಂಕ: 21.03.2025 ರಂದು ಸಾಯಂಕಾಲ 4.30 ಗಂಟೆಗೆ. 6. ಹೆಚ್ಚಿನ ವಿವರಗಳಿಗೆ ಕಚೇರಿಯನ್ನು ಸಂಪರ್ಕಿಸಬಹುದು.: [997, 1679, 1290, 1764]
- udupi-th-amount: ಅಂದಾಜು ಮೊತ್ತ: [1071, 688, 1128, 715]
- udupi-sign-left: ಉಡುಪಿ ನಗರಸಭೆ: [926, 1103, 978, 1113]
- emblem-icon: [683, 1579, 721, 1617]
- table-cell: 170000.00: [1071, 833, 1128, 860]
- cell: ಇ-ಪ್ರೊಕ್ಯೂರ್‌ಮೆಂಟ್ ವೆಬ್‌ಸೈಟ್‌ನಲ್ಲಿ ಟೆಂಡರ್ ಪ್ರಕಟಿಸುವ ದಿನಾಂಕ: [544, 1026, 668, 1053]
- table-cell: 4313.00: [1127, 752, 1173, 779]
- table-cell: ಇ-ಪೋರ್ಟಲ್ ನಂತೆ: [1173, 887, 1218, 914]
- health-portal-note: ನಲ್ಲಿ ನೋಡಬಹುದಾಗಿದೆ.: [716, 969, 798, 980]
- health-ref: ಸಂ:DHO/Supply/10/2024-25: [523, 858, 645, 868]
- registration-marks: [835, 2062, 883, 2072]
- table-cell: ಇ-ಪೋರ್ಟಲ್ ನಂತೆ: [1173, 914, 1218, 941]
- table-cell: 910000.00: [1071, 715, 1128, 752]
- table-row: [844, 833, 1289, 860]
- table-cell: 11.: [844, 995, 864, 1022]
- table-cell: ಕೃಷಿ ಉತ್ಪನ್ನ ಮಾರುಕಟ್ಟೆ ಸಮಿತಿ, ಕೆ.ಆರ್.ಪೇಟೆ 2024-25ನೇ ಸಾಲಿನ ವಾರ್ಷಿಕ ಕ್ರಿಯಾ ಯೋಜನೆಯಲ್ಲಿ ಅನುಮೋದಿತ ತರಕಾರಿ ಮಾರುಕಟ್ಟೆ ಪ್ರಾಂಗಣದಲ್ಲಿ ರಸ್ತೆ ಹಾಗೂ ಚರಂಡಿ ನಿರ್ಮಾಣ ಕಾಮಗಾರಿ. (ಬಲವಂತದ ಟೆಂಡರ್): [70, 1691, 347, 1729]
- table-cell: ಇ-ಪೋರ್ಟಲ್ ನಂತೆ: [1173, 715, 1218, 752]
- apmc-sign-left: ಸಹಿ/- ಕಾರ್ಯದರ್ಶಿ, ಕೃಷಿ ಉತ್ಪನ್ನ ಮಾರುಕಟ್ಟೆ ಸಮಿತಿ, ಕೆ.ಆರ್.ಪೇಟೆ: [50, 1791, 262, 1802]
- page-number: ೧೧: [44, 24, 89, 65]
- library1-subtitle: ದರಪಟ್ಟಿ ಪ್ರಕಟಣೆ: [759, 1660, 899, 1675]
- registration-marks: [125, 2062, 173, 2072]
- table-cell: 13: [844, 1049, 864, 1076]
- udupi-line1: 1) ಅಂತಿಮ ದಿನಾಂಕವನ್ನು ಸ್ವೀಕರಿಸುವ ಕೊನೆಯ ದಿನಾಂಕ: 25.03.2025 ಸಂಜೆ 5.00 ಗಂಟೆಗೆ.: [843, 664, 1125, 674]
- table-cell: ಸರಳೇಬೆಟ್ಟು ವಾರ್ಡಿನ ಚರಂಡಿ ದುರಸ್ತಿ ಕಾಮಗಾರಿ DMA/2024-25/OW/WORK_INDENT37137: [864, 887, 1071, 914]
- table-cell: 2.: [844, 752, 864, 779]
- cell: 4.: [524, 1091, 545, 1129]
- table-cell: ಗುಂಡಿಬೈಲು ವಾರ್ಡಿನ ರಸ್ತೆಗೆ ಇಂಟರ್‌ಲಾಕ್ ಅಳವಡಿಕೆ DMA/2024-25/OW/WORK_INDENT37133: [864, 860, 1071, 887]
